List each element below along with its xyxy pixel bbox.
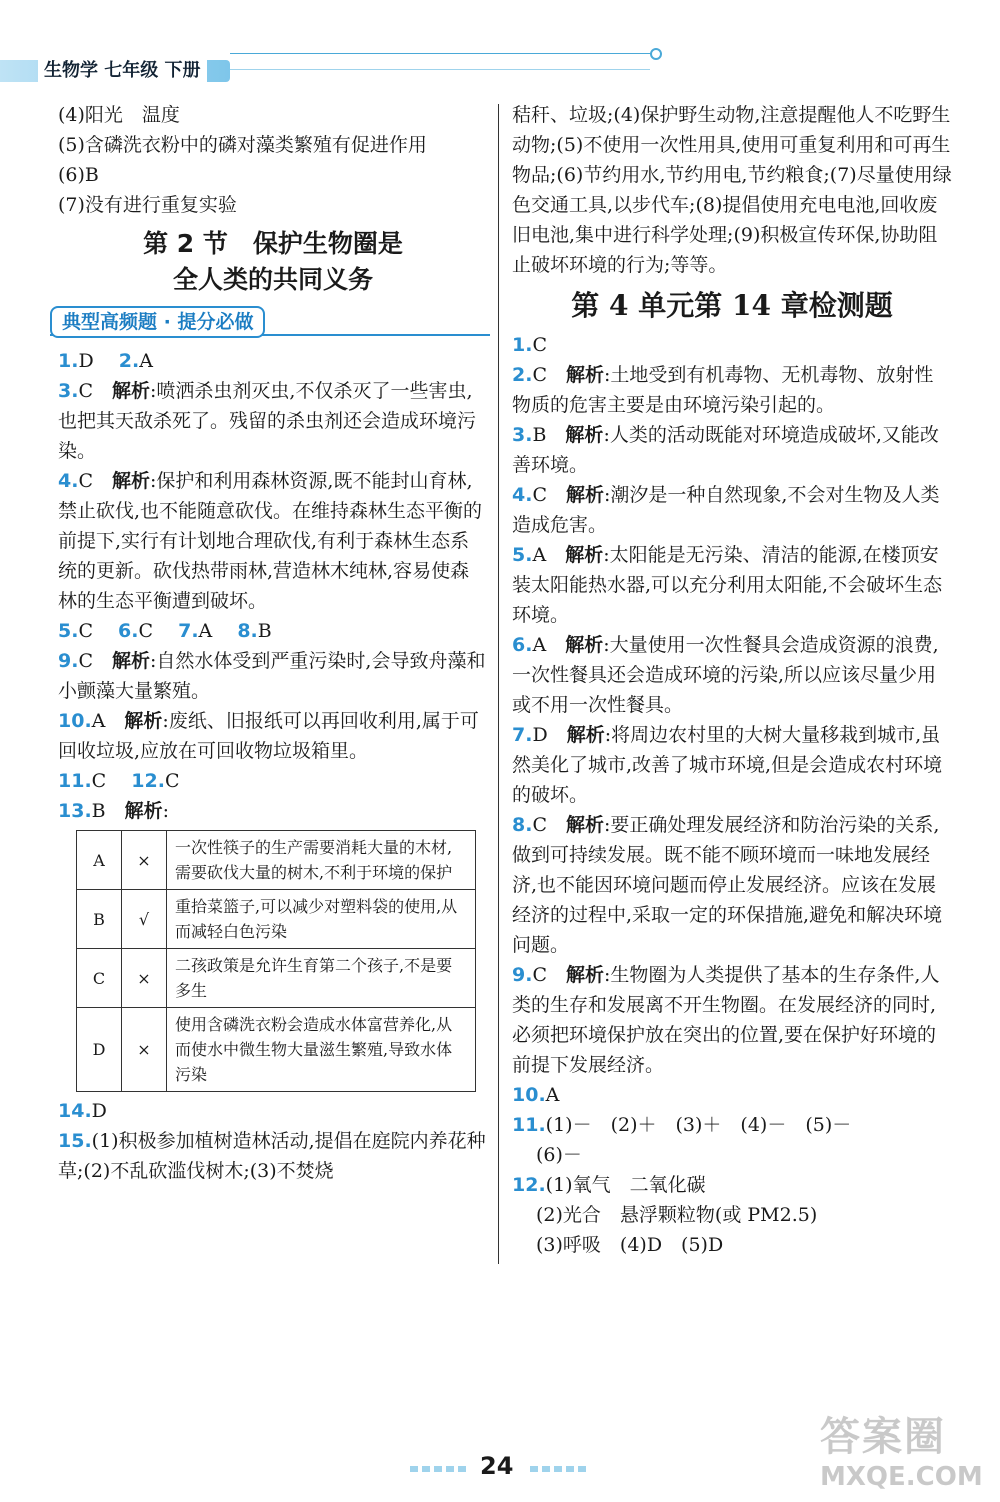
table-row: [77, 1008, 476, 1092]
question-number: 12.: [512, 1174, 546, 1196]
answer-choice: C: [78, 380, 112, 402]
header-dot-ornament: [650, 48, 662, 60]
question-number: 12.: [131, 770, 165, 792]
test-answer-12-cont: (2)光合 悬浮颗粒物(或 PM2.5): [536, 1204, 818, 1226]
question-number: 5.: [58, 620, 79, 642]
continued-answer-7: (7)没有进行重复实验: [58, 194, 237, 216]
analysis-label: 解析: [112, 650, 151, 672]
section-title-line-2: 全人类的共同义务: [172, 265, 373, 294]
test-answer-10: [512, 1080, 952, 1110]
explanation-cell: 一次性筷子的生产需要消耗大量的木材,需要砍伐大量的树木,不利于环境的保护: [167, 831, 476, 890]
analysis-label: 解析: [566, 484, 605, 506]
question-number: 10.: [512, 1084, 546, 1106]
analysis-text: :自然水体受到严重污染时,会导致舟藻和小颤藻大量繁殖。: [58, 650, 486, 702]
answer-text: C: [164, 770, 180, 792]
page-number-ornament-left: [410, 1466, 470, 1472]
answer-choice: C: [532, 814, 566, 836]
analysis-label: 解析: [565, 634, 604, 656]
left-column: [58, 100, 488, 1186]
answer-choice: D: [532, 724, 567, 746]
analysis-table: [76, 830, 476, 1092]
option-cell: A: [77, 831, 122, 890]
answer-text: D: [78, 350, 113, 372]
test-answer-11: [512, 1110, 952, 1140]
analysis-text: :废纸、旧报纸可以再回收利用,属于可回收垃圾,应放在可回收物垃圾箱里。: [58, 710, 479, 762]
continued-answer-4: (4)阳光 温度: [58, 104, 180, 126]
question-number: 8.: [237, 620, 258, 642]
answer-text: (1)－ (2)＋ (3)＋ (4)－ (5)－: [545, 1114, 852, 1136]
judgement-cell: ×: [122, 949, 167, 1008]
watermark-url: MXQE.COM: [820, 1462, 983, 1492]
question-number: 14.: [58, 1100, 92, 1122]
question-number: 7.: [512, 724, 533, 746]
banner-label: 典型高频题 · 提分必做: [50, 306, 265, 338]
test-answer-1: [512, 330, 952, 360]
question-number: 6.: [118, 620, 139, 642]
continued-answer-6: (6)B: [58, 164, 99, 186]
answer-choice: C: [532, 484, 566, 506]
table-row: [77, 890, 476, 949]
answer-choice: A: [532, 544, 566, 566]
test-answer-8: [512, 810, 952, 960]
answer-choice: B: [91, 800, 125, 822]
test-answer-6: [512, 630, 952, 720]
analysis-label: 解析: [566, 814, 605, 836]
analysis-text: :人类的活动既能对环境造成破坏,又能改善环境。: [512, 424, 939, 476]
question-number: 9.: [512, 964, 533, 986]
answer-14: [58, 1096, 488, 1126]
question-number: 4.: [58, 470, 79, 492]
answer-9: [58, 646, 488, 706]
answer-choice: C: [78, 650, 112, 672]
analysis-text: :保护和利用森林资源,既不能封山育林,禁止砍伐,也不能随意砍伐。在维持森林生态平衡的前提下,实行有计划地合理砍伐,有利于森林生态系统的更新。砍伐热带雨林,营造林木纯林,容易使森林的生态平衡遭到破坏。: [58, 470, 483, 612]
page-header: [0, 48, 660, 88]
question-number: 4.: [512, 484, 533, 506]
book-title: 生物学 七年级 下册: [38, 56, 207, 82]
watermark: [820, 1405, 983, 1495]
section-title-line-1: 第 2 节 保护生物圈是: [143, 229, 403, 258]
section-banner: [50, 306, 488, 340]
answer-text: C: [78, 620, 112, 642]
answer-choice: C: [78, 470, 112, 492]
question-number: 11.: [58, 770, 92, 792]
test-answer-2: [512, 360, 952, 420]
question-number: 8.: [512, 814, 533, 836]
analysis-text: :将周边农村里的大树大量移栽到城市,虽然美化了城市,改善了城市环境,但是会造成农村环境的破坏。: [512, 724, 943, 806]
answer-text: A: [545, 1084, 560, 1106]
explanation-cell: 重拾菜篮子,可以减少对塑料袋的使用,从而减轻白色污染: [167, 890, 476, 949]
analysis-label: 解析: [566, 364, 605, 386]
answer-15: [58, 1126, 488, 1186]
question-number: 7.: [178, 620, 199, 642]
header-rule: [230, 53, 650, 54]
test-answer-4: [512, 480, 952, 540]
answer-choice: C: [532, 964, 566, 986]
test-answer-3: [512, 420, 952, 480]
test-answer-9: [512, 960, 952, 1080]
column-divider: [498, 104, 499, 1264]
answer-choice: B: [532, 424, 566, 446]
judgement-cell: √: [122, 890, 167, 949]
answer-text: B: [257, 620, 272, 642]
answer-choice: A: [532, 634, 566, 656]
analysis-text: :潮汐是一种自然现象,不会对生物及人类造成危害。: [512, 484, 940, 536]
question-number: 13.: [58, 800, 92, 822]
analysis-label: 解析: [112, 470, 151, 492]
analysis-label: 解析: [566, 724, 605, 746]
analysis-label: 解析: [124, 710, 163, 732]
option-cell: B: [77, 890, 122, 949]
answer-4: [58, 466, 488, 616]
continued-answer-15: 秸秆、垃圾;(4)保护野生动物,注意提醒他人不吃野生动物;(5)不使用一次性用具,使用可重复利用和可再生物品;(6)节约用水,节约用电,节约粮食;(7)尽量使用绿色交通工具,以步代车;(8)提倡使用充电电池,回收废旧电池,集中进行科学处理;(9)积极宣传环保,协助阻止破坏环境的行为;等等。: [512, 104, 952, 276]
answer-line-5-8: [58, 616, 488, 646]
page-number-ornament-right: [530, 1466, 590, 1472]
answer-line-11-12: [58, 766, 488, 796]
question-number: 1.: [512, 334, 533, 356]
answer-text: C: [138, 620, 173, 642]
question-number: 1.: [58, 350, 79, 372]
right-column: [512, 100, 952, 1260]
test-answer-7: [512, 720, 952, 810]
analysis-text: :土地受到有机毒物、无机毒物、放射性物质的危害主要是由环境污染引起的。: [512, 364, 934, 416]
answer-text: C: [91, 770, 126, 792]
question-number: 2.: [118, 350, 140, 372]
unit-test-title: 第 4 单元第 14 章检测题: [571, 289, 893, 322]
answer-text: A: [198, 620, 232, 642]
analysis-colon: :: [162, 800, 170, 822]
question-number: 11.: [512, 1114, 546, 1136]
table-row: [77, 949, 476, 1008]
question-number: 3.: [58, 380, 79, 402]
question-number: 2.: [512, 364, 533, 386]
test-answer-11-cont: (6)－: [536, 1144, 582, 1166]
analysis-text: :喷洒杀虫剂灭虫,不仅杀灭了一些害虫,也把其天敌杀死了。残留的杀虫剂还会造成环境污染。: [58, 380, 477, 462]
watermark-logo: 答案圈: [820, 1414, 946, 1460]
analysis-label: 解析: [565, 544, 604, 566]
page-number: 24: [480, 1452, 514, 1480]
answer-text: D: [91, 1100, 107, 1122]
test-answer-12: [512, 1170, 952, 1200]
answer-text: (1)氧气 二氧化碳: [545, 1174, 706, 1196]
analysis-label: 解析: [565, 424, 604, 446]
answer-3: [58, 376, 488, 466]
header-rule-secondary: [230, 69, 650, 70]
analysis-text: :太阳能是无污染、清洁的能源,在楼顶安装太阳能热水器,可以充分利用太阳能,不会破坏生态环境。: [512, 544, 943, 626]
analysis-label: 解析: [566, 964, 605, 986]
continued-answer-5: (5)含磷洗衣粉中的磷对藻类繁殖有促进作用: [58, 134, 427, 156]
option-cell: C: [77, 949, 122, 1008]
analysis-label: 解析: [112, 380, 151, 402]
answer-10: [58, 706, 488, 766]
section-title: [58, 226, 488, 298]
table-row: [77, 831, 476, 890]
answer-text: C: [532, 334, 547, 356]
explanation-cell: 使用含磷洗衣粉会造成水体富营养化,从而使水中微生物大量滋生繁殖,导致水体污染: [167, 1008, 476, 1092]
answer-text: (1)积极参加植树造林活动,提倡在庭院内养花种草;(2)不乱砍滥伐树木;(3)不焚烧: [58, 1130, 486, 1182]
judgement-cell: ×: [122, 1008, 167, 1092]
question-number: 3.: [512, 424, 533, 446]
answer-13: [58, 796, 488, 826]
explanation-cell: 二孩政策是允许生育第二个孩子,不是要多生: [167, 949, 476, 1008]
question-number: 9.: [58, 650, 79, 672]
analysis-text: :生物圈为人类提供了基本的生存条件,人类的生存和发展离不开生物圈。在发展经济的同时,必须把环境保护放在突出的位置,要在保护好环境的前提下发展经济。: [512, 964, 940, 1076]
test-answer-12-cont: (3)呼吸 (4)D (5)D: [536, 1234, 724, 1256]
question-number: 15.: [58, 1130, 92, 1152]
answer-line-1-2: [58, 346, 488, 376]
question-number: 10.: [58, 710, 92, 732]
question-number: 6.: [512, 634, 533, 656]
judgement-cell: ×: [122, 831, 167, 890]
test-answer-5: [512, 540, 952, 630]
answer-choice: A: [91, 710, 125, 732]
analysis-text: :大量使用一次性餐具会造成资源的浪费,一次性餐具还会造成环境的污染,所以应该尽量少用或不用一次性餐具。: [512, 634, 939, 716]
option-cell: D: [77, 1008, 122, 1092]
answer-text: A: [139, 350, 153, 372]
analysis-text: :要正确处理发展经济和防治污染的关系,做到可持续发展。既不能不顾环境而一味地发展经济,也不能因环境问题而停止发展经济。应该在发展经济的过程中,采取一定的环保措施,避免和解决环境问题。: [512, 814, 943, 956]
answer-choice: C: [532, 364, 566, 386]
analysis-label: 解析: [124, 800, 163, 822]
question-number: 5.: [512, 544, 533, 566]
